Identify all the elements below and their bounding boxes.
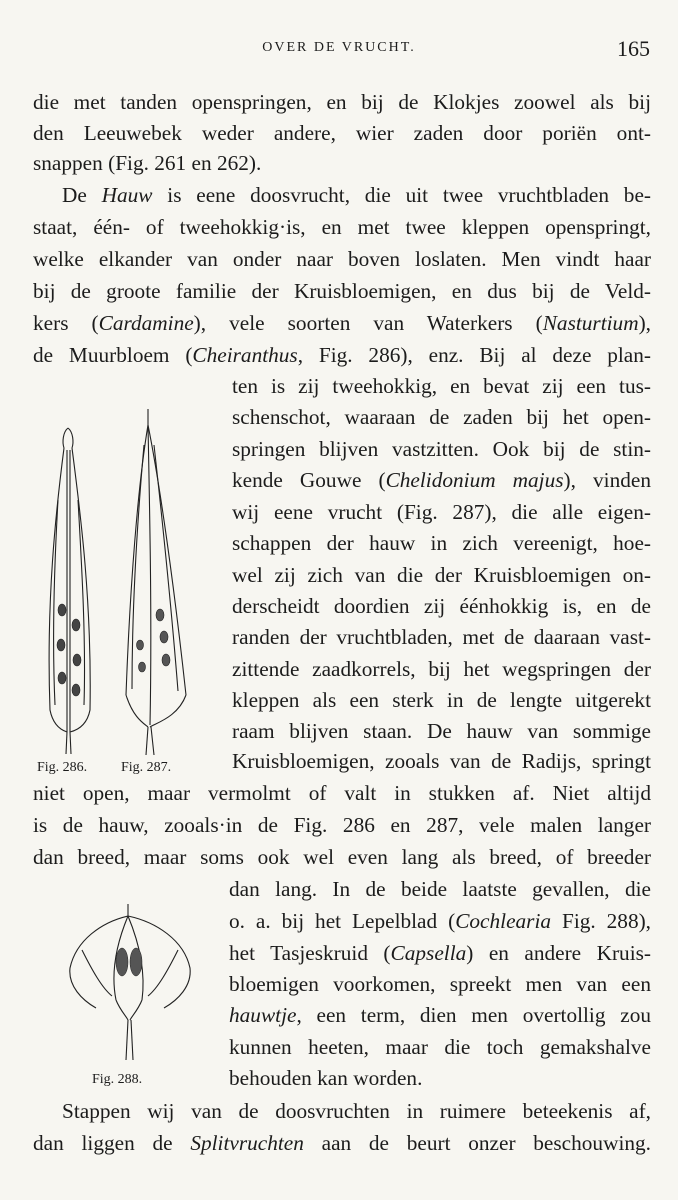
text-line-26 bbox=[229, 874, 651, 904]
text-line-19 bbox=[232, 654, 651, 684]
text-line-14 bbox=[232, 497, 651, 527]
text-run: bij de groote familie der Kruisbloemigen, en dus bij de Veld- bbox=[33, 279, 651, 303]
text-line-9 bbox=[33, 340, 651, 370]
text-run: ) en andere Kruis- bbox=[466, 941, 651, 965]
text-line-23 bbox=[33, 778, 651, 808]
text-line-4 bbox=[62, 180, 651, 210]
text-run: die met tanden openspringen, en bij de Klokjes zoowel als bij bbox=[33, 90, 651, 114]
text-run: de Muurbloem ( bbox=[33, 343, 193, 367]
figure-287-illustration bbox=[108, 405, 204, 760]
text-line-25 bbox=[33, 842, 651, 872]
text-run: den Leeuwebek weder andere, wier zaden door poriën ont- bbox=[33, 121, 651, 145]
text-line-6 bbox=[33, 244, 651, 274]
text-run: springen blijven vastzitten. Ook bij de stin- bbox=[232, 437, 651, 461]
page-number: 165 bbox=[617, 36, 650, 61]
figure-288-illustration bbox=[62, 900, 198, 1065]
text-line-10 bbox=[232, 371, 651, 401]
text-run: derscheidt doordien zij éénhokkig is, en de bbox=[232, 594, 651, 618]
figure-288-caption: Fig. 288. bbox=[92, 1072, 143, 1087]
text-line-5 bbox=[33, 212, 651, 242]
running-title: OVER DE VRUCHT. bbox=[262, 40, 416, 55]
text-line-29 bbox=[229, 969, 651, 999]
text-line-34 bbox=[33, 1128, 651, 1158]
text-line-2 bbox=[33, 118, 651, 148]
text-run: kende Gouwe ( bbox=[232, 468, 386, 492]
figure-287-caption: Fig. 287. bbox=[121, 760, 172, 775]
text-run: niet open, maar vermolmt of valt in stukken af. Niet altijd bbox=[33, 781, 651, 805]
text-run: dan lang. In de beide laatste gevallen, die bbox=[229, 877, 651, 901]
page-header bbox=[0, 36, 678, 64]
text-run: , Fig. 286), enz. Bij al deze plan- bbox=[297, 343, 651, 367]
text-line-24 bbox=[33, 810, 651, 840]
italic-text-run: Chelidonium majus bbox=[385, 468, 564, 492]
text-line-27 bbox=[229, 906, 651, 936]
italic-text-run: Splitvruchten bbox=[190, 1131, 304, 1155]
text-line-11 bbox=[232, 402, 651, 432]
text-line-31 bbox=[229, 1032, 651, 1062]
text-run: snappen (Fig. 261 en 262). bbox=[33, 151, 262, 175]
figure-286-illustration bbox=[36, 420, 102, 760]
text-run: wij eene vrucht (Fig. 287), die alle eigen- bbox=[232, 500, 651, 524]
text-line-8 bbox=[33, 308, 651, 338]
text-run: is de hauw, zooals·in de Fig. 286 en 287, vele malen langer bbox=[33, 813, 651, 837]
text-line-17 bbox=[232, 591, 651, 621]
text-line-22 bbox=[232, 746, 651, 776]
text-run: ten is zij tweehokkig, en bevat zij een tus- bbox=[232, 374, 651, 398]
text-run: schenschot, waaraan de zaden bij het open- bbox=[232, 405, 651, 429]
italic-text-run: Nasturtium bbox=[542, 311, 639, 335]
text-run: dan liggen de bbox=[33, 1131, 191, 1155]
figure-286-caption: Fig. 286. bbox=[37, 760, 88, 775]
text-run: raam blijven staan. De hauw van sommige bbox=[232, 719, 651, 743]
text-line-13 bbox=[232, 465, 651, 495]
text-run: , een term, dien men overtollig zou bbox=[296, 1003, 651, 1027]
italic-text-run: hauwtje bbox=[229, 1003, 297, 1027]
text-run: randen der vruchtbladen, met de daaraan vast- bbox=[232, 625, 651, 649]
text-run: kleppen als een sterk in de lengte uitgerekt bbox=[232, 688, 651, 712]
italic-text-run: Capsella bbox=[390, 941, 467, 965]
text-line-33 bbox=[62, 1096, 651, 1126]
italic-text-run: Hauw bbox=[101, 183, 153, 207]
text-run: welke elkander van onder naar boven loslaten. Men vindt haar bbox=[33, 247, 651, 271]
text-line-28 bbox=[229, 938, 651, 968]
text-run: bloemigen voorkomen, spreekt men van een bbox=[229, 972, 651, 996]
text-run: zittende zaadkorrels, bij het wegspringen der bbox=[232, 657, 651, 681]
text-line-15 bbox=[232, 528, 651, 558]
text-line-3 bbox=[33, 148, 651, 178]
italic-text-run: Cardamine bbox=[98, 311, 194, 335]
text-run: o. a. bij het Lepelblad ( bbox=[229, 909, 456, 933]
text-line-12 bbox=[232, 434, 651, 464]
text-run: De bbox=[62, 183, 102, 207]
italic-text-run: Cochlearia bbox=[455, 909, 552, 933]
text-line-32 bbox=[229, 1063, 651, 1093]
text-run: Stappen wij van de doosvruchten in ruimere beteekenis af, bbox=[62, 1099, 651, 1123]
text-run: kers ( bbox=[33, 311, 99, 335]
text-run: staat, één- of tweehokkig·is, en met twee kleppen openspringt, bbox=[33, 215, 651, 239]
text-line-18 bbox=[232, 622, 651, 652]
text-line-16 bbox=[232, 560, 651, 590]
italic-text-run: Cheiranthus bbox=[192, 343, 298, 367]
text-run: behouden kan worden. bbox=[229, 1066, 423, 1090]
text-line-7 bbox=[33, 276, 651, 306]
text-run: dan breed, maar soms ook wel even lang als breed, of breeder bbox=[33, 845, 651, 869]
text-line-21 bbox=[232, 716, 651, 746]
text-run: Fig. 288), bbox=[551, 909, 652, 933]
text-run: ), vinden bbox=[563, 468, 651, 492]
text-line-20 bbox=[232, 685, 651, 715]
text-run: ), vele soorten van Waterkers ( bbox=[193, 311, 543, 335]
text-run: het Tasjeskruid ( bbox=[229, 941, 391, 965]
text-run: kunnen heeten, maar die toch gemakshalve bbox=[229, 1035, 651, 1059]
text-run: ), bbox=[638, 311, 651, 335]
text-line-1 bbox=[33, 87, 651, 117]
text-line-30 bbox=[229, 1000, 651, 1030]
text-run: wel zij zich van die der Kruisbloemigen on- bbox=[232, 563, 651, 587]
text-run: is eene doosvrucht, die uit twee vruchtbladen be- bbox=[152, 183, 651, 207]
text-run: schappen der hauw in zich vereenigt, hoe- bbox=[232, 531, 651, 555]
text-run: aan de beurt onzer beschouwing. bbox=[303, 1131, 651, 1155]
text-run: Kruisbloemigen, zooals van de Radijs, springt bbox=[232, 749, 651, 773]
